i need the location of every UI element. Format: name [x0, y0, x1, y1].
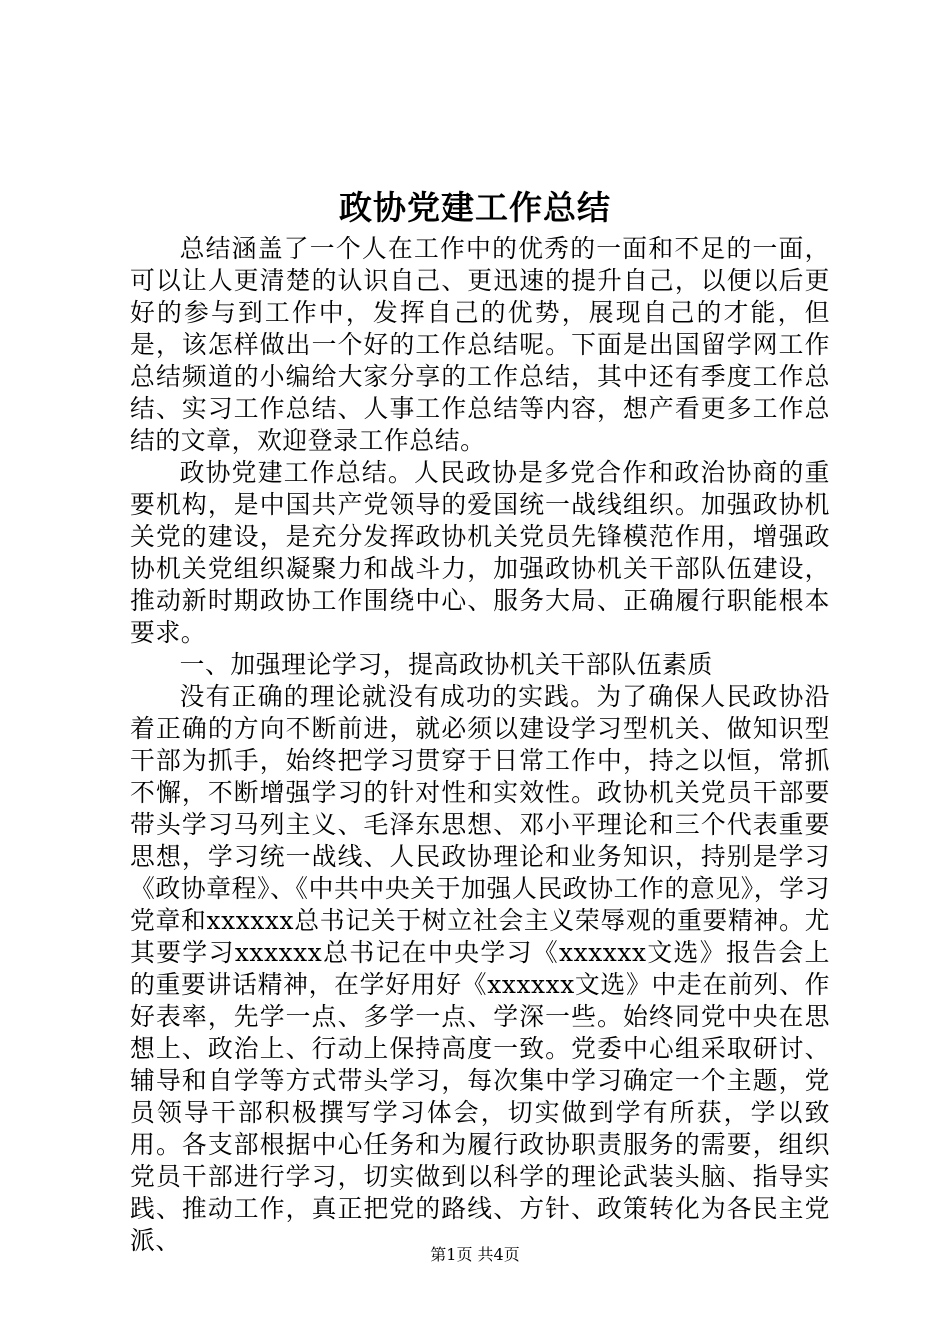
paragraph-overview: 政协党建工作总结。人民政协是多党合作和政治协商的重要机构，是中国共产党领导的爱国统一战线组织。加强政协机关党的建设，是充分发挥政协机关党员先锋模范作用，增强政协机关党组织凝聚力和战斗力，加强政协机关干部队伍建设，推动新时期政协工作围绕中心、服务大局、正确履行职能根本要求。: [130, 458, 830, 647]
document-body: [130, 233, 830, 1257]
document-title: 政协党建工作总结: [339, 188, 611, 227]
section-heading-1: 一、加强理论学习，提高政协机关干部队伍素质: [179, 650, 713, 679]
page-number-footer: 第1页 共4页: [430, 1245, 520, 1264]
paragraph-theory-study: 没有正确的理论就没有成功的实践。为了确保人民政协沿着正确的方向不断前进，就必须以建设学习型机关、做知识型干部为抓手，始终把学习贯穿于日常工作中，持之以恒，常抓不懈，不断增强学习的针对性和实效性。政协机关党员干部要带头学习马列主义、毛泽东思想、邓小平理论和三个代表重要思想，学习统一战线、人民政协理论和业务知识，持别是学习《政协章程》、《中共中央关于加强人民政协工作的意见》，学习党章和xxxxxx总书记关于树立社会主义荣辱观的重要精神。尤其要学习xxxxxx总书记在中央学习《xxxxxx文选》报告会上的重要讲话精神，在学好用好《xxxxxx文选》中走在前列、作好表率，先学一点、多学一点、学深一些。始终同党中央在思想上、政治上、行动上保持高度一致。党委中心组采取研讨、辅导和自学等方式带头学习，每次集中学习确定一个主题，党员领导干部积极撰写学习体会，切实做到学有所获，学以致用。各支部根据中心任务和为履行政协职责服务的需要，组织党员干部进行学习，切实做到以科学的理论武装头脑、指导实践、推动工作，真正把党的路线、方针、政策转化为各民主党派、: [130, 682, 830, 1255]
paragraph-intro: 总结涵盖了一个人在工作中的优秀的一面和不足的一面，可以让人更清楚的认识自己、更迅速的提升自己，以便以后更好的参与到工作中，发挥自己的优势，展现自己的才能，但是，该怎样做出一个好的工作总结呢。下面是出国留学网工作总结频道的小编给大家分享的工作总结，其中还有季度工作总结、实习工作总结、人事工作总结等内容，想产看更多工作总结的文章，欢迎登录工作总结。: [130, 234, 830, 455]
